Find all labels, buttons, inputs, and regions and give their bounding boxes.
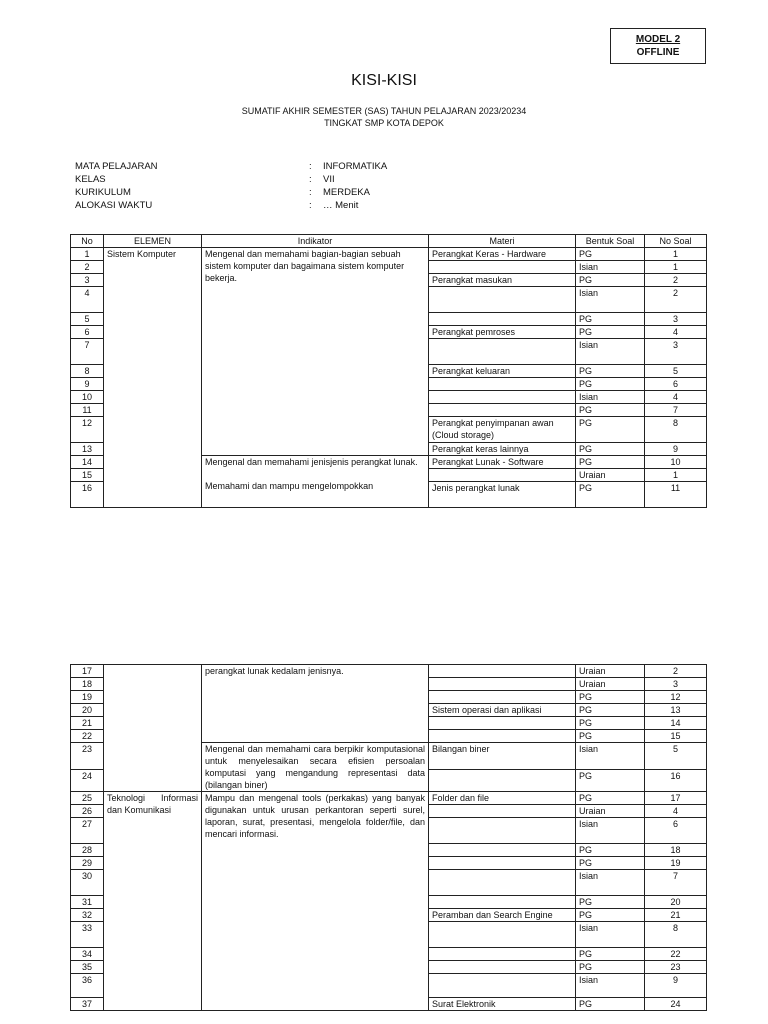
cell-materi [429, 313, 576, 326]
cell-no: 16 [71, 482, 104, 508]
cell-nosoal: 9 [645, 974, 707, 998]
meta-row [75, 199, 387, 212]
header-no: No [71, 235, 104, 248]
cell-no: 28 [71, 844, 104, 857]
cell-nosoal: 20 [645, 896, 707, 909]
cell-materi [429, 857, 576, 870]
cell-bentuk: PG [576, 857, 645, 870]
cell-materi [429, 378, 576, 391]
cell-nosoal: 11 [645, 482, 707, 508]
cell-bentuk: PG [576, 769, 645, 791]
cell-bentuk: PG [576, 961, 645, 974]
cell-materi [429, 730, 576, 743]
cell-bentuk: Isian [576, 743, 645, 770]
cell-no: 3 [71, 274, 104, 287]
cell-bentuk: Isian [576, 870, 645, 896]
badge-model: MODEL 2 [635, 34, 681, 45]
meta-row [75, 173, 387, 186]
cell-no: 13 [71, 443, 104, 456]
cell-nosoal: 7 [645, 404, 707, 417]
cell-materi [429, 339, 576, 365]
cell-no: 35 [71, 961, 104, 974]
cell-no: 8 [71, 365, 104, 378]
cell-materi [429, 961, 576, 974]
cell-no: 26 [71, 805, 104, 818]
cell-materi: Perangkat masukan [429, 274, 576, 287]
cell-no: 7 [71, 339, 104, 365]
cell-no: 1 [71, 248, 104, 261]
cell-no: 6 [71, 326, 104, 339]
cell-materi: Perangkat penyimpanan awan (Cloud storage) [429, 417, 576, 443]
cell-bentuk: PG [576, 717, 645, 730]
cell-nosoal: 8 [645, 417, 707, 443]
cell-elemen: Sistem Komputer [104, 248, 202, 508]
cell-nosoal: 21 [645, 909, 707, 922]
cell-no: 11 [71, 404, 104, 417]
cell-materi [429, 805, 576, 818]
cell-materi [429, 287, 576, 313]
cell-indikator: Mampu dan mengenal tools (perkakas) yang banyak digunakan untuk urusan perkantoran seperti surel, laporan, surat, presentasi, mengelola folder/file, dan mencari informasi. [202, 792, 429, 1011]
cell-nosoal: 19 [645, 857, 707, 870]
cell-nosoal: 7 [645, 870, 707, 896]
cell-indikator: Mengenal dan memahami bagian-bagian sebuah sistem komputer dan bagaimana sistem komputer bekerja. [202, 248, 429, 456]
table-header [71, 235, 707, 248]
cell-no: 36 [71, 974, 104, 998]
table-row [71, 248, 707, 261]
cell-no: 4 [71, 287, 104, 313]
cell-no: 12 [71, 417, 104, 443]
cell-materi: Sistem operasi dan aplikasi [429, 704, 576, 717]
subtitle-level: TINGKAT SMP KOTA DEPOK [324, 118, 444, 128]
cell-no: 15 [71, 469, 104, 482]
meta-label: KURIKULUM [75, 187, 131, 198]
cell-nosoal: 1 [645, 248, 707, 261]
cell-materi: Perangkat Keras - Hardware [429, 248, 576, 261]
cell-no: 21 [71, 717, 104, 730]
cell-nosoal: 2 [645, 665, 707, 678]
cell-nosoal: 3 [645, 339, 707, 365]
cell-no: 24 [71, 769, 104, 791]
cell-no: 33 [71, 922, 104, 948]
cell-nosoal: 22 [645, 948, 707, 961]
cell-materi: Peramban dan Search Engine [429, 909, 576, 922]
cell-no: 2 [71, 261, 104, 274]
cell-nosoal: 3 [645, 313, 707, 326]
model-badge [610, 28, 706, 64]
header-bentuk-soal: Bentuk Soal [576, 235, 645, 248]
meta-label: KELAS [75, 174, 106, 185]
meta-value: … Menit [323, 200, 359, 211]
meta-label: ALOKASI WAKTU [75, 200, 153, 211]
cell-bentuk: PG [576, 313, 645, 326]
cell-bentuk: PG [576, 909, 645, 922]
cell-nosoal: 9 [645, 443, 707, 456]
cell-materi: Surat Elektronik [429, 998, 576, 1011]
cell-no: 14 [71, 456, 104, 469]
cell-elemen: Teknologi Informasi dan Komunikasi [104, 792, 202, 1011]
meta-block [75, 160, 387, 212]
cell-materi [429, 870, 576, 896]
cell-materi [429, 769, 576, 791]
cell-no: 25 [71, 792, 104, 805]
cell-nosoal: 8 [645, 922, 707, 948]
meta-value: VII [323, 174, 335, 185]
cell-bentuk: Uraian [576, 678, 645, 691]
cell-materi [429, 844, 576, 857]
kisi-table-1 [70, 234, 707, 508]
cell-materi: Bilangan biner [429, 743, 576, 770]
indikator-text: Memahami dan mampu mengelompokkan [205, 481, 374, 491]
cell-materi [429, 948, 576, 961]
cell-nosoal: 2 [645, 287, 707, 313]
meta-colon: : [309, 200, 312, 211]
cell-materi [429, 691, 576, 704]
cell-no: 31 [71, 896, 104, 909]
cell-nosoal: 4 [645, 805, 707, 818]
cell-nosoal: 24 [645, 998, 707, 1011]
cell-no: 18 [71, 678, 104, 691]
cell-bentuk: PG [576, 704, 645, 717]
header-materi: Materi [429, 235, 576, 248]
cell-no: 19 [71, 691, 104, 704]
badge-mode: OFFLINE [636, 47, 680, 58]
cell-nosoal: 17 [645, 792, 707, 805]
cell-bentuk: PG [576, 274, 645, 287]
cell-nosoal: 4 [645, 326, 707, 339]
cell-bentuk: PG [576, 792, 645, 805]
cell-bentuk: PG [576, 691, 645, 704]
cell-nosoal: 18 [645, 844, 707, 857]
cell-materi [429, 818, 576, 844]
kisi-table-2 [70, 664, 707, 1011]
cell-bentuk: PG [576, 998, 645, 1011]
cell-bentuk: Isian [576, 287, 645, 313]
cell-bentuk: Isian [576, 391, 645, 404]
cell-no: 5 [71, 313, 104, 326]
meta-colon: : [309, 161, 312, 172]
page-title: KISI-KISI [351, 72, 417, 89]
meta-colon: : [309, 187, 312, 198]
cell-indikator: Mengenal dan memahami cara berpikir komputasional untuk menyelesaikan secara efisien persoalan komputasi yang mengandung representasi data (bilangan biner) [202, 743, 429, 792]
cell-indikator: perangkat lunak kedalam jenisnya. [202, 665, 429, 743]
cell-materi: Jenis perangkat lunak [429, 482, 576, 508]
cell-materi [429, 261, 576, 274]
cell-bentuk: Isian [576, 974, 645, 998]
cell-no: 17 [71, 665, 104, 678]
cell-nosoal: 1 [645, 261, 707, 274]
header-indikator: Indikator [202, 235, 429, 248]
cell-bentuk: PG [576, 417, 645, 443]
cell-nosoal: 3 [645, 678, 707, 691]
cell-bentuk: PG [576, 326, 645, 339]
cell-no: 10 [71, 391, 104, 404]
cell-no: 23 [71, 743, 104, 770]
cell-materi [429, 717, 576, 730]
cell-bentuk: PG [576, 948, 645, 961]
cell-bentuk: PG [576, 730, 645, 743]
cell-nosoal: 6 [645, 378, 707, 391]
subtitle-exam: SUMATIF AKHIR SEMESTER (SAS) TAHUN PELAJARAN 2023/20234 [241, 106, 527, 116]
meta-colon: : [309, 174, 312, 185]
cell-nosoal: 5 [645, 743, 707, 770]
cell-no: 37 [71, 998, 104, 1011]
cell-bentuk: Isian [576, 922, 645, 948]
cell-nosoal: 10 [645, 456, 707, 469]
cell-no: 20 [71, 704, 104, 717]
cell-materi [429, 665, 576, 678]
cell-nosoal: 16 [645, 769, 707, 791]
cell-bentuk: PG [576, 248, 645, 261]
meta-label: MATA PELAJARAN [75, 161, 158, 172]
header-elemen: ELEMEN [104, 235, 202, 248]
cell-materi: Folder dan file [429, 792, 576, 805]
meta-value: INFORMATIKA [323, 161, 388, 172]
meta-value: MERDEKA [323, 187, 370, 198]
cell-no: 29 [71, 857, 104, 870]
cell-bentuk: PG [576, 844, 645, 857]
cell-nosoal: 2 [645, 274, 707, 287]
cell-elemen [104, 665, 202, 792]
cell-indikator [202, 456, 429, 508]
cell-nosoal: 4 [645, 391, 707, 404]
cell-bentuk: PG [576, 456, 645, 469]
cell-materi [429, 469, 576, 482]
cell-nosoal: 13 [645, 704, 707, 717]
cell-nosoal: 6 [645, 818, 707, 844]
indikator-text: Mengenal dan memahami jenisjenis perangkat lunak. [205, 457, 418, 467]
cell-materi: Perangkat keras lainnya [429, 443, 576, 456]
cell-nosoal: 1 [645, 469, 707, 482]
cell-no: 27 [71, 818, 104, 844]
cell-nosoal: 15 [645, 730, 707, 743]
cell-nosoal: 23 [645, 961, 707, 974]
cell-nosoal: 14 [645, 717, 707, 730]
cell-materi [429, 391, 576, 404]
header-no-soal: No Soal [645, 235, 707, 248]
cell-bentuk: Isian [576, 818, 645, 844]
cell-bentuk: PG [576, 378, 645, 391]
cell-bentuk: Uraian [576, 665, 645, 678]
cell-no: 32 [71, 909, 104, 922]
cell-materi [429, 404, 576, 417]
cell-no: 22 [71, 730, 104, 743]
cell-bentuk: Isian [576, 339, 645, 365]
cell-bentuk: Uraian [576, 805, 645, 818]
cell-no: 9 [71, 378, 104, 391]
cell-materi [429, 922, 576, 948]
cell-materi [429, 678, 576, 691]
cell-materi: Perangkat Lunak - Software [429, 456, 576, 469]
cell-bentuk: PG [576, 443, 645, 456]
meta-row [75, 160, 387, 173]
table-row [71, 792, 707, 805]
cell-materi: Perangkat pemroses [429, 326, 576, 339]
cell-bentuk: PG [576, 365, 645, 378]
meta-row [75, 186, 387, 199]
table-row [71, 665, 707, 678]
cell-bentuk: PG [576, 404, 645, 417]
cell-nosoal: 5 [645, 365, 707, 378]
cell-materi [429, 974, 576, 998]
cell-bentuk: PG [576, 482, 645, 508]
cell-no: 34 [71, 948, 104, 961]
cell-materi [429, 896, 576, 909]
cell-no: 30 [71, 870, 104, 896]
cell-bentuk: Uraian [576, 469, 645, 482]
cell-nosoal: 12 [645, 691, 707, 704]
cell-bentuk: PG [576, 896, 645, 909]
cell-materi: Perangkat keluaran [429, 365, 576, 378]
cell-bentuk: Isian [576, 261, 645, 274]
